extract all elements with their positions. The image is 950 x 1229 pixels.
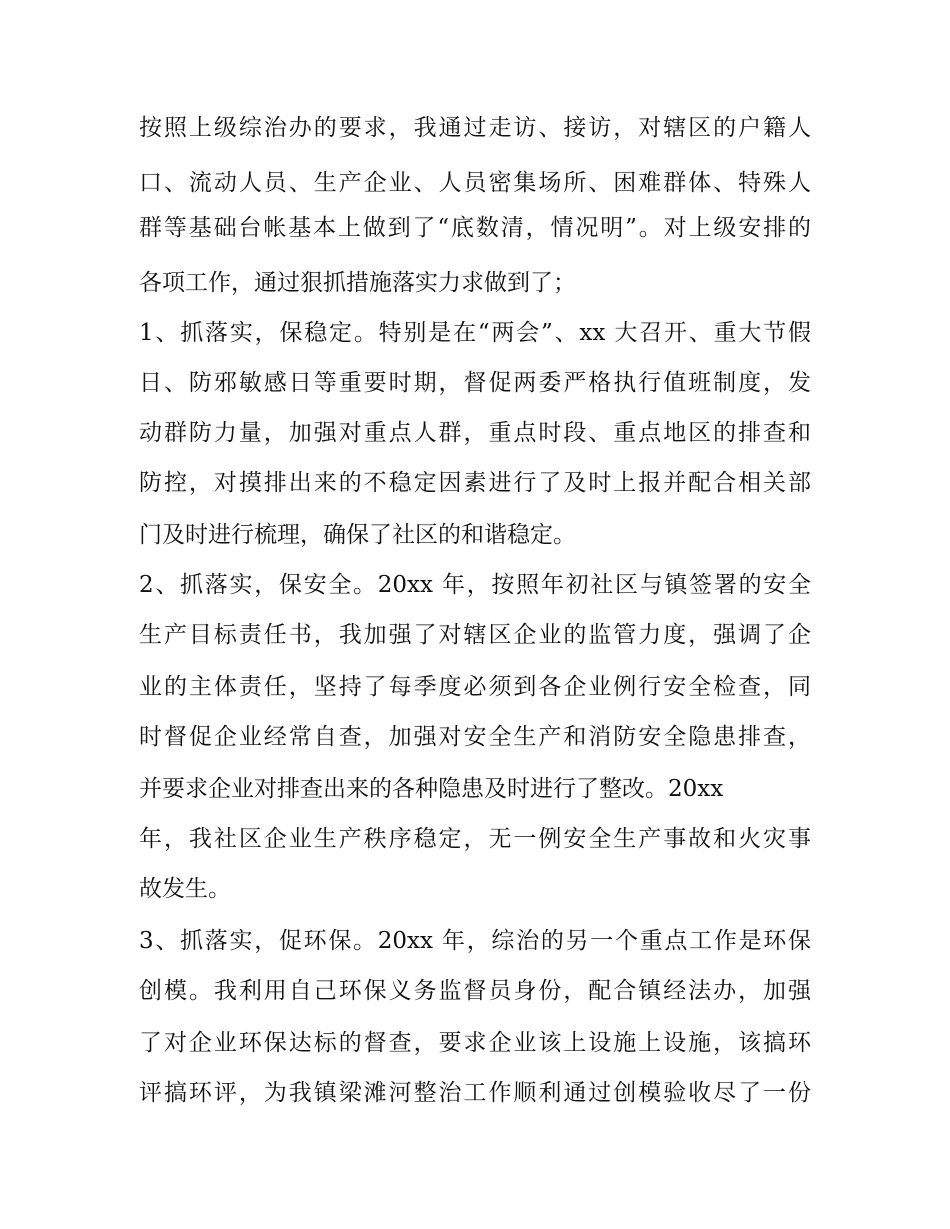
- text-line: 年，我社区企业生产秩序稳定，无一例安全生产事故和火灾事: [139, 826, 811, 852]
- text-line: 了对企业环保达标的督查，要求企业该上设施上设施，该搞环: [139, 1030, 811, 1056]
- text-line: 门及时进行梳理，确保了社区的和谐稳定。: [139, 522, 576, 548]
- text-line: 生产目标责任书，我加强了对辖区企业的监管力度，强调了企: [139, 622, 811, 648]
- text-line: 评搞环评，为我镇梁滩河整治工作顺利通过创模验收尽了一份: [139, 1080, 811, 1106]
- text-line: 3、抓落实，促环保。20xx 年，综治的另一个重点工作是环保: [139, 928, 811, 954]
- text-line: 时督促企业经常自查，加强对安全生产和消防安全隐患排查，: [139, 724, 811, 750]
- text-line: 创模。我利用自己环保义务监督员身份，配合镇经法办，加强: [139, 978, 811, 1004]
- text-line: 按照上级综治办的要求，我通过走访、接访，对辖区的户籍人: [139, 115, 811, 141]
- text-line: 各项工作，通过狠抓措施落实力求做到了；: [139, 270, 576, 296]
- text-line: 2、抓落实，保安全。20xx 年，按照年初社区与镇签署的安全: [139, 572, 811, 598]
- text-line: 并要求企业对排查出来的各种隐患及时进行了整改。20xx: [139, 776, 724, 802]
- text-line: 群等基础台帐基本上做到了“底数清，情况明”。对上级安排的: [139, 215, 811, 241]
- text-line: 口、流动人员、生产企业、人员密集场所、困难群体、特殊人: [139, 170, 811, 196]
- text-line: 动群防力量，加强对重点人群，重点时段、重点地区的排查和: [139, 420, 811, 446]
- text-line: 1、抓落实，保稳定。特别是在“两会”、xx 大召开、重大节假: [139, 320, 811, 346]
- text-line: 日、防邪敏感日等重要时期，督促两委严格执行值班制度，发: [139, 370, 811, 396]
- text-line: 业的主体责任，坚持了每季度必须到各企业例行安全检查，同: [139, 674, 811, 700]
- text-line: 故发生。: [139, 876, 231, 902]
- text-line: 防控，对摸排出来的不稳定因素进行了及时上报并配合相关部: [139, 470, 811, 496]
